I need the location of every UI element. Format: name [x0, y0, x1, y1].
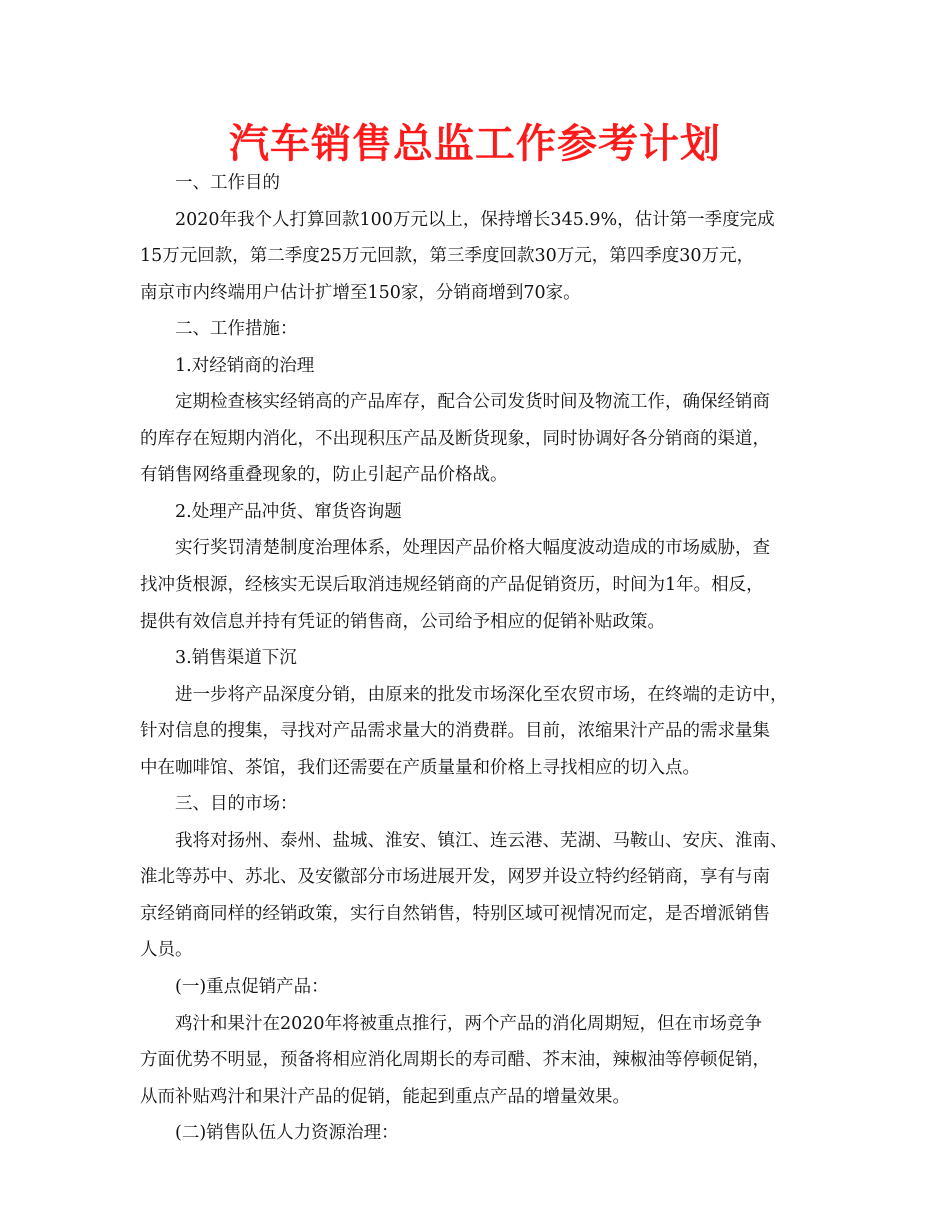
text-line: 找冲货根源，经核实无误后取消违规经销商的产品促销资历，时间为1年。相反， — [140, 575, 764, 596]
text-line: 京经销商同样的经销政策，实行自然销售，特别区域可视情况而定，是否增派销售 — [140, 903, 770, 924]
text-line: 一、工作目的 — [175, 173, 280, 193]
text-line: 1.对经销商的治理 — [175, 355, 315, 376]
text-line: 我将对扬州、泰州、盐城、淮安、镇江、连云港、芜湖、马鞍山、安庆、淮南、 — [175, 830, 788, 851]
text-line: 从而补贴鸡汁和果汁产品的促销，能起到重点产品的增量效果。 — [140, 1086, 630, 1107]
text-line: 实行奖罚清楚制度治理体系，处理因产品价格大幅度波动造成的市场威胁，查 — [175, 538, 770, 559]
text-line: 15万元回款，第二季度25万元回款，第三季度回款30万元，第四季度30万元， — [140, 246, 755, 267]
text-line: 针对信息的搜集，寻找对产品需求量大的消费群。目前，浓缩果汁产品的需求量集 — [140, 721, 770, 742]
text-line: 方面优势不明显，预备将相应消化周期长的寿司醋、芥末油，辣椒油等停顿促销， — [140, 1050, 770, 1071]
text-line: 3.销售渠道下沉 — [175, 648, 297, 669]
text-line: 进一步将产品深度分销，由原来的批发市场深化至农贸市场，在终端的走访中， — [175, 684, 788, 705]
text-line: 提供有效信息并持有凭证的销售商，公司给予相应的促销补贴政策。 — [140, 611, 665, 632]
text-line: 淮北等苏中、苏北、及安徽部分市场进展开发，网罗并设立特约经销商，享有与南 — [140, 867, 770, 888]
text-line: 二、工作措施： — [175, 319, 298, 340]
text-line: (一)重点促销产品： — [175, 977, 329, 998]
document-title: 汽车销售总监工作参考计划 — [229, 120, 721, 167]
text-line: 定期检查核实经销高的产品库存，配合公司发货时间及物流工作，确保经销商 — [175, 392, 770, 413]
document-body — [140, 165, 830, 1152]
text-line: 的库存在短期内消化，不出现积压产品及断货现象，同时协调好各分销商的渠道， — [140, 428, 770, 449]
text-line: (二)销售队伍人力资源治理： — [175, 1123, 399, 1144]
text-line: 2.处理产品冲货、窜货咨询题 — [175, 501, 402, 522]
text-line: 中在咖啡馆、茶馆，我们还需要在产质量量和价格上寻找相应的切入点。 — [140, 757, 700, 778]
text-line: 人员。 — [140, 940, 193, 961]
text-line: 有销售网络重叠现象的，防止引起产品价格战。 — [140, 465, 508, 486]
text-line: 三、目的市场： — [175, 794, 298, 815]
text-line: 鸡汁和果汁在2020年将被重点推行，两个产品的消化周期短，但在市场竞争 — [175, 1013, 763, 1034]
text-line: 南京市内终端用户估计扩增至150家，分销商增到70家。 — [140, 282, 581, 303]
text-line: 2020年我个人打算回款100万元以上，保持增长345.9%，估计第一季度完成 — [175, 209, 775, 230]
